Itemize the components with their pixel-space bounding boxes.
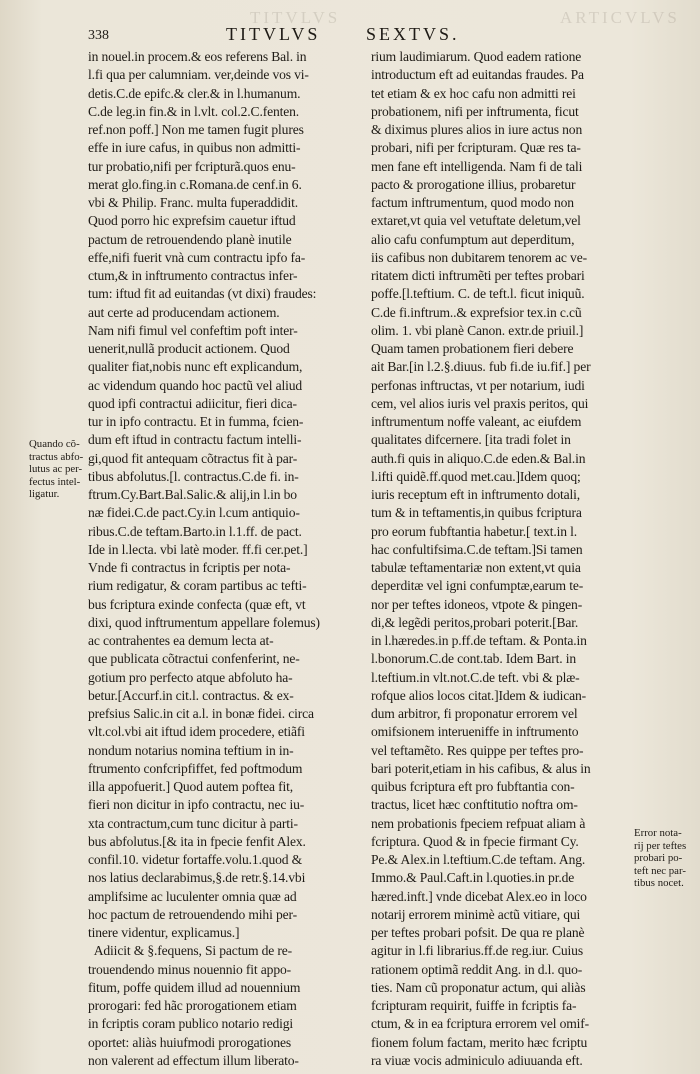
text-line: tinere videntur, explicamus.] xyxy=(88,925,240,940)
text-line: vlt.col.vbi ait iftud idem procedere, etiãfi xyxy=(88,724,305,740)
text-line: qualitates difcernere. [ita tradi folet in xyxy=(371,432,571,448)
text-line: ac videndum quando hoc pactũ vel aliud xyxy=(88,377,302,393)
right-text-column xyxy=(371,48,629,1070)
text-line: notarij errorem minimè actũ vitiare, qui xyxy=(371,906,581,922)
text-line: hoc pactum de retrouendendo mihi per- xyxy=(88,906,297,922)
text-line: uenerit,nullã producit actionem. Quod xyxy=(88,341,290,356)
text-line: quod ipfi contractui adiicitur, fieri dica- xyxy=(88,395,297,411)
text-line: Nam nifi fimul vel confeftim poft inter- xyxy=(88,322,298,338)
text-line: prefsius Salic.in cit a.l. in bonæ fidei. circa xyxy=(88,706,314,721)
text-line: C.de fi.inftrum..& exprefsior tex.in c.cũ xyxy=(371,304,582,320)
text-line: amplifsime ac luculenter omnia quæ ad xyxy=(88,888,297,904)
text-line: betur.[Accurf.in cit.l. contractus. & ex- xyxy=(88,687,294,703)
text-line: detis.C.de epifc.& cler.& in l.humanum. xyxy=(88,85,301,101)
text-line: ftrum.Cy.Bart.Bal.Salic.& alij,in l.in bo xyxy=(88,487,297,502)
text-line: næ fidei.C.de pact.Cy.in l.cum antiquio- xyxy=(88,505,300,521)
text-line: ait Bar.[in l.2.§.diuus. fub fi.de iu.fif.] per xyxy=(371,359,591,375)
text-line: qualiter fiat,nobis nunc eft explicandum, xyxy=(88,359,303,375)
text-line: nor per teftes idoneos, vtpote & pingen- xyxy=(371,596,583,612)
text-line: Pe.& Alex.in l.teftium.C.de teftam. Ang. xyxy=(371,852,586,867)
text-line: xta contractum,cum tunc dicitur à parti- xyxy=(88,815,298,831)
text-line: tet etiam & ex hoc cafu non admitti rei xyxy=(371,85,576,101)
text-line: in nouel.in procem.& eos referens Bal. in xyxy=(88,49,307,64)
text-line: prorogari: fed hãc prorogationem etiam xyxy=(88,998,297,1013)
text-line: rium redigatur, & coram partibus ac tefti- xyxy=(88,578,307,594)
text-line: l.teftium.in vlt.not.C.de teft. vbi & plæ- xyxy=(371,669,580,685)
text-line: rium laudimiarum. Quod eadem ratione xyxy=(371,49,582,64)
text-line: nos latius declarabimus,§.de retr.§.14.vbi xyxy=(88,870,306,886)
text-line: C.de leg.in fin.& in l.vlt. col.2.C.fenten. xyxy=(88,103,300,119)
text-line: per teftes probari pofsit. De qua re planè xyxy=(371,925,585,940)
text-line: hæred.inft.] vnde dicebat Alex.eo in loco xyxy=(371,888,587,904)
text-line: gotium pro perfecto atque abfoluto ha- xyxy=(88,669,293,685)
page-number: 338 xyxy=(88,28,109,43)
text-line: dum arbitror, fi proponatur errorem vel xyxy=(371,706,578,721)
text-line: probationem, nifi per inftrumenta, ficut xyxy=(371,103,579,119)
text-line: merat glo.fing.in c.Romana.de cenf.in 6. xyxy=(88,176,302,192)
text-line: introductum eft ad euitandas fraudes. Pa xyxy=(371,67,584,83)
text-line: alio cafu confumptum aut deperditum, xyxy=(371,231,575,247)
text-line: iuris receptum eft in inftrumento dotali, xyxy=(371,487,581,502)
text-line: l.fi qua per calumniam. ver,deinde vos vi- xyxy=(88,67,309,83)
text-line: Immo.& Paul.Caft.in l.quoties.in pr.de xyxy=(371,870,575,886)
text-line: nondum notarius nomina teftium in in- xyxy=(88,742,294,758)
text-line: trouendendo minus nouennio fit appo- xyxy=(88,961,292,977)
text-line: ac contrahentes ea demum lecta at- xyxy=(88,633,274,648)
text-line: in fcriptis coram publico notario redigi xyxy=(88,1016,294,1032)
text-line: vel teftamẽto. Res quippe per teftes pro- xyxy=(371,742,584,758)
text-line: ref.non poff.] Non me tamen fugit plures xyxy=(88,122,304,137)
text-line: ritatem dicti inftrumẽti per teftes probari xyxy=(371,268,585,283)
text-line: auth.fi quis in aliquo.C.de eden.& Bal.in xyxy=(371,450,586,466)
text-line: rationem optimã reddit Ang. in d.l. quo- xyxy=(371,961,583,977)
text-line: factum inftrumentum, quod modo non xyxy=(371,195,574,210)
text-line: Vnde fi contractus in fcriptis per nota- xyxy=(88,560,291,575)
text-line: tractus, licet hæc conftitutio noftra om- xyxy=(371,797,578,813)
text-line: ties. Nam cũ proponatur actum, qui aliàs xyxy=(371,979,586,995)
text-line: omifsionem interueniffe in inftrumento xyxy=(371,724,579,740)
text-line: Quod porro hic exprefsim cauetur iftud xyxy=(88,213,296,229)
text-line: dixi, quod inftrumentum appellare folemus) xyxy=(88,614,320,630)
text-line: poffe.[l.teftium. C. de teft.l. ficut iniquũ. xyxy=(371,286,585,302)
text-line: Quam tamen probationem fieri debere xyxy=(371,341,574,356)
text-line: probari, nifi per fcripturam. Quæ res ta- xyxy=(371,140,581,156)
text-line: que publicata cõtractui confenferint, ne- xyxy=(88,651,300,667)
text-line: cem, vel alios iuris vel praxis peritos, qui xyxy=(371,395,589,411)
text-line: bari poterit,etiam in his cafibus, & alus in xyxy=(371,760,591,776)
text-line: non valerent ad effectum illum liberato- xyxy=(88,1052,299,1068)
text-line: in l.hæredes.in p.ff.de teftam. & Ponta.in xyxy=(371,633,587,648)
text-line: bus abfolutus.[& ita in fpecie fenfit Alex. xyxy=(88,833,306,849)
text-line: olim. 1. vbi planè Canon. extr.de priuil.] xyxy=(371,322,584,338)
bleed-through-text: ARTICVLVS xyxy=(560,8,680,27)
text-line: tibus abfolutus.[l. contractus.C.de fi. in- xyxy=(88,468,299,484)
text-line: ctum, & in ea fcriptura errorem vel omif- xyxy=(371,1016,590,1032)
text-line: effe in iure cafus, in quibus non admitti- xyxy=(88,140,301,156)
left-margin-note: Quando cõ- tractus abfo- lutus ac per- fectus intel- ligatur. xyxy=(29,438,84,501)
text-line: tur in ipfo contractu. Et in fumma, fcien- xyxy=(88,414,304,429)
text-line: ra viuæ vocis adminiculo adiuuanda eft. xyxy=(371,1052,583,1068)
text-line: deperditæ vel igni confumptæ,earum te- xyxy=(371,578,584,594)
text-line: & diximus plures alios in iure actus non xyxy=(371,122,583,137)
text-line: l.bonorum.C.de cont.tab. Idem Bart. in xyxy=(371,651,576,667)
text-line: fcriptura. Quod & in fpecie firmant Cy. xyxy=(371,833,579,849)
text-line: dum eft iftud in contractu factum intelli- xyxy=(88,432,302,448)
text-line: men fane eft intelligenda. Nam fi de tali xyxy=(371,158,583,174)
text-line: ftrumento confcripfiffet, fed poftmodum xyxy=(88,760,303,776)
text-line: tabulæ teftamentariæ non extent,vt quia xyxy=(371,560,581,575)
text-line: fionem folum factam, merito hæc fcriptu xyxy=(371,1034,588,1050)
text-line: extaret,vt quia vel vetuftate deletum,vel xyxy=(371,213,581,229)
text-line: rofque alios locos citat.]Idem & iudican- xyxy=(371,687,587,703)
text-line: fieri non dicitur in ipfo contractu, nec iu- xyxy=(88,797,305,813)
text-line: quibus fcriptura eft pro fubftantia con- xyxy=(371,779,575,794)
right-margin-note: Error nota- rij per teftes probari po- teft nec par- tibus nocet. xyxy=(634,827,687,890)
running-title-left: TITVLVS xyxy=(226,24,321,44)
text-line: pactum de retrouendendo planè inutile xyxy=(88,231,292,247)
text-line: Adiicit & §.fequens, Si pactum de re- xyxy=(88,943,293,959)
running-title-right: SEXTVS. xyxy=(366,24,460,44)
text-line: gi,quod fit antequam cõtractus fit à par- xyxy=(88,450,298,466)
bleed-through-text: TITVLVS xyxy=(250,8,341,27)
text-line: ribus.C.de teftam.Barto.in l.1.ff. de pact. xyxy=(88,523,302,539)
text-line: pacto & prorogatione illius, probaretur xyxy=(371,176,576,192)
text-line: tur probatio,nifi per fcripturã.quos enu- xyxy=(88,158,296,174)
text-line: illa appofuerit.] Quod autem poftea fit, xyxy=(88,779,294,794)
text-line: fcripturam requirit, fuiffe in fcriptis fa- xyxy=(371,998,577,1013)
text-line: bus fcriptura exinde confecta (quæ eft, vt xyxy=(88,596,306,612)
text-line: oportet: aliàs huiufmodi prorogationes xyxy=(88,1034,292,1050)
text-line: tum: iftud fit ad euitandas (vt dixi) fraudes: xyxy=(88,286,317,302)
left-text-column xyxy=(88,48,356,1070)
text-line: effe,nifi fuerit vnà cum contractu ipfo fa- xyxy=(88,249,306,265)
text-line: ctum,& in inftrumento contractus infer- xyxy=(88,268,298,283)
text-line: tum & in teftamentis,in quibus fcriptura xyxy=(371,505,582,521)
text-line: confil.10. videtur fortaffe.volu.1.quod & xyxy=(88,852,303,867)
text-line: agitur in l.fi librarius.ff.de reg.iur. Cuius xyxy=(371,943,583,959)
text-line: perfonas inftructas, vt per notarium, iudi xyxy=(371,377,585,393)
text-line: aut certe ad producendam actionem. xyxy=(88,304,280,320)
text-line: l.ifti quidẽ.ff.quod met.cau.]Idem quoq; xyxy=(371,468,581,484)
text-line: fitum, poffe quidem illud ad nouennium xyxy=(88,979,301,995)
text-line: pro eorum fubftantia habetur.[ text.in l. xyxy=(371,523,578,539)
text-line: di,& legẽdi peritos,probari poterit.[Bar. xyxy=(371,614,579,630)
text-line: vbi & Philip. Franc. multa fuperaddidit. xyxy=(88,195,298,210)
text-line: nem probationis fpeciem refpuat aliam à xyxy=(371,815,586,831)
text-line: hac confultifsima.C.de teftam.]Si tamen xyxy=(371,541,583,557)
text-line: Ide in l.lecta. vbi latè moder. ff.fi cer.pet.] xyxy=(88,541,308,557)
text-line: inftrumentum noffe valeant, ac eiufdem xyxy=(371,414,582,429)
text-line: iis cafibus non dubitarem tenorem ac ve- xyxy=(371,249,587,265)
